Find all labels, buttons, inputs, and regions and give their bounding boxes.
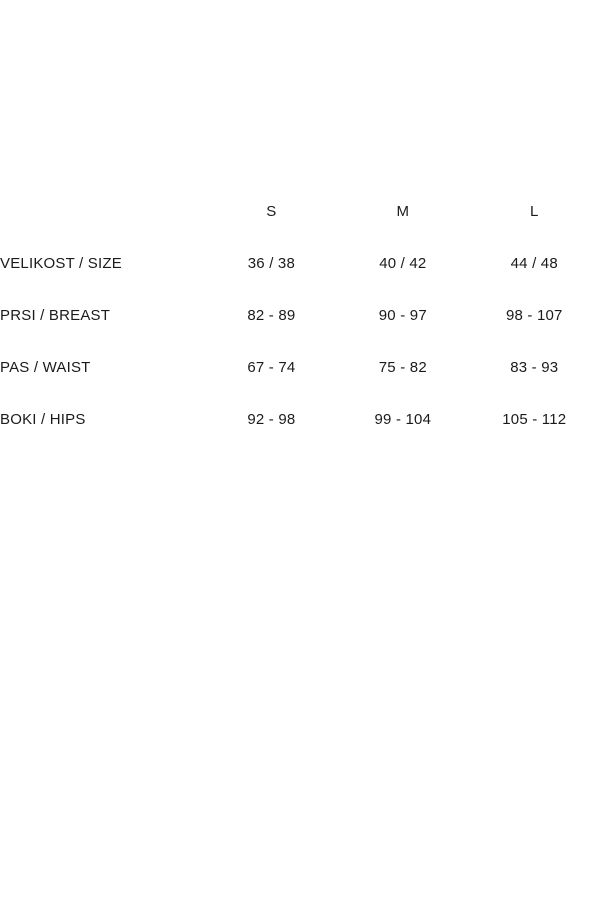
cell-hips-m: 99 - 104	[374, 411, 432, 428]
cell-breast-l: 98 - 107	[505, 307, 563, 324]
table-header-row	[0, 186, 600, 238]
cell-size-s: 36 / 38	[247, 255, 296, 272]
cell-waist-m: 75 - 82	[378, 359, 427, 376]
cell-breast-s: 82 - 89	[247, 307, 296, 324]
table-row	[0, 238, 600, 290]
row-label-size: VELIKOST / SIZE	[0, 255, 122, 272]
table-corner-cell	[0, 186, 206, 238]
cell-size-m: 40 / 42	[379, 255, 427, 272]
column-header-l: L	[530, 203, 539, 220]
table-row	[0, 342, 600, 394]
row-label-waist: PAS / WAIST	[0, 359, 91, 376]
row-label-hips: BOKI / HIPS	[0, 411, 86, 428]
cell-waist-s: 67 - 74	[247, 359, 296, 376]
size-chart-table	[0, 186, 600, 446]
table-row	[0, 290, 600, 342]
column-header-m: M	[396, 203, 410, 220]
cell-size-l: 44 / 48	[510, 255, 558, 272]
column-header-s: S	[266, 203, 277, 220]
cell-breast-m: 90 - 97	[378, 307, 427, 324]
row-label-breast: PRSI / BREAST	[0, 307, 111, 324]
cell-hips-l: 105 - 112	[502, 411, 567, 428]
cell-waist-l: 83 - 93	[510, 359, 559, 376]
table-row	[0, 394, 600, 446]
cell-hips-s: 92 - 98	[247, 411, 296, 428]
